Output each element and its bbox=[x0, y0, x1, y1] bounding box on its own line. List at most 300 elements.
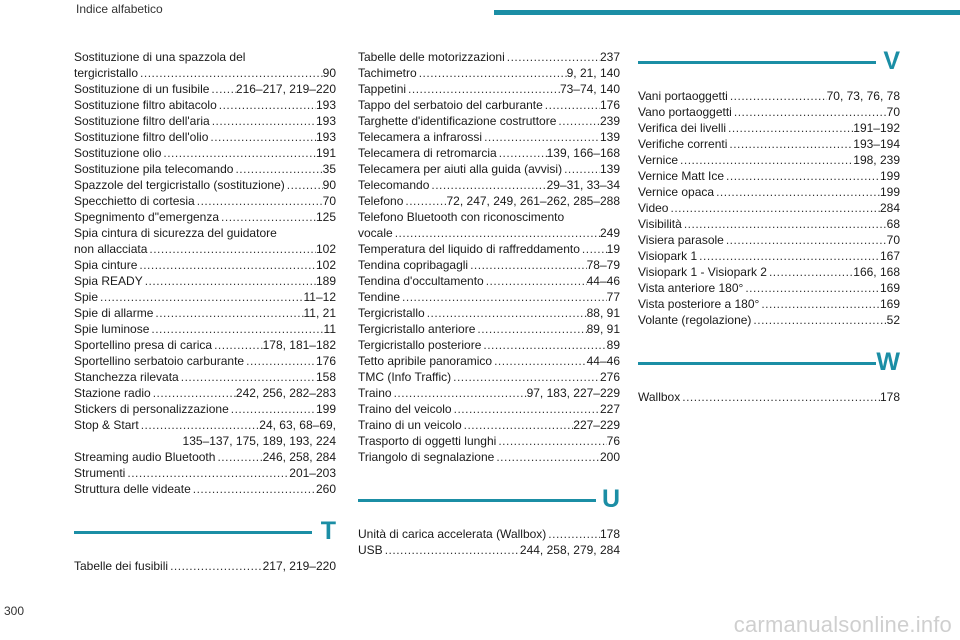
index-entry bbox=[638, 104, 900, 120]
index-entry-row bbox=[638, 184, 900, 200]
index-entry-term: Visiopark 1 - Visiopark 2 bbox=[638, 265, 767, 279]
index-entry-row bbox=[74, 337, 336, 353]
index-entry-pages: 249 bbox=[599, 226, 620, 240]
index-entry-row bbox=[74, 177, 336, 193]
dot-leader bbox=[233, 161, 322, 177]
index-column-2 bbox=[358, 49, 620, 558]
index-entry-row bbox=[358, 81, 620, 97]
index-entry-pages: 72, 247, 249, 261–262, 285–288 bbox=[446, 194, 620, 208]
index-entry bbox=[638, 168, 900, 184]
index-entry-term: Traino di un veicolo bbox=[358, 418, 462, 432]
dot-leader bbox=[743, 280, 880, 296]
index-entry-row bbox=[74, 273, 336, 289]
dot-leader bbox=[215, 449, 262, 465]
index-entry bbox=[358, 305, 620, 321]
index-entry-term: Temperatura del liquido di raffreddamento bbox=[358, 242, 580, 256]
index-entry bbox=[358, 49, 620, 65]
index-entry-row bbox=[358, 449, 620, 465]
dot-leader bbox=[147, 241, 316, 257]
index-entry-term: Telecamera a infrarossi bbox=[358, 130, 483, 144]
dot-leader bbox=[678, 152, 853, 168]
index-entry-term: Vernice opaca bbox=[638, 185, 715, 199]
index-entry bbox=[638, 296, 900, 312]
index-entry-term-line: Telefono Bluetooth con riconoscimento bbox=[358, 210, 565, 224]
index-entry-row bbox=[358, 321, 620, 337]
index-entry-row bbox=[74, 161, 336, 177]
dot-leader bbox=[212, 337, 263, 353]
dot-leader bbox=[580, 241, 607, 257]
index-entry-pages: 176 bbox=[599, 98, 620, 112]
dot-leader bbox=[714, 184, 880, 200]
section-divider-rule bbox=[358, 499, 596, 502]
index-entry-term: Streaming audio Bluetooth bbox=[74, 450, 216, 464]
index-entry-row bbox=[358, 161, 620, 177]
index-entry-row bbox=[638, 200, 900, 216]
index-entry-row bbox=[638, 120, 900, 136]
index-entry bbox=[638, 152, 900, 168]
index-entry bbox=[638, 88, 900, 104]
dot-leader bbox=[732, 104, 887, 120]
index-entry-row bbox=[358, 193, 620, 209]
index-entry bbox=[74, 337, 336, 353]
index-entry-term: Tappetini bbox=[358, 82, 407, 96]
index-section bbox=[358, 487, 620, 558]
index-entry-row bbox=[638, 296, 900, 312]
index-entry-term: Spie bbox=[74, 290, 99, 304]
index-entry-pages: 201–203 bbox=[289, 466, 336, 480]
dot-leader bbox=[139, 417, 260, 433]
index-entry-pages: 88, 91 bbox=[586, 306, 620, 320]
index-entry bbox=[74, 49, 336, 81]
index-entry-row bbox=[74, 81, 336, 97]
index-entry-pages: 246, 258, 284 bbox=[262, 450, 336, 464]
dot-leader bbox=[98, 289, 303, 305]
index-entry-row bbox=[358, 97, 620, 113]
index-section bbox=[74, 49, 336, 497]
index-entry-row bbox=[74, 289, 336, 305]
index-entry-term: Tendina copribagagli bbox=[358, 258, 469, 272]
index-entry-term: Visibilità bbox=[638, 217, 682, 231]
index-entry-pages: 166, 168 bbox=[853, 265, 900, 279]
index-entry-term: Telecomando bbox=[358, 178, 430, 192]
index-entry-row bbox=[74, 369, 336, 385]
dot-leader bbox=[425, 305, 587, 321]
index-entry bbox=[74, 209, 336, 225]
index-entry bbox=[74, 481, 336, 497]
index-entry-row bbox=[74, 321, 336, 337]
dot-leader bbox=[481, 337, 606, 353]
index-entry-term: Volante (regolazione) bbox=[638, 313, 752, 327]
index-entry-row bbox=[74, 97, 336, 113]
index-entry bbox=[638, 280, 900, 296]
index-entry-pages: 227–229 bbox=[573, 418, 620, 432]
dot-leader bbox=[546, 526, 600, 542]
dot-leader bbox=[217, 97, 316, 113]
index-column-1 bbox=[74, 49, 336, 574]
section-header bbox=[74, 519, 336, 555]
index-entry bbox=[358, 321, 620, 337]
index-entry-row bbox=[74, 209, 336, 225]
dot-leader bbox=[496, 433, 606, 449]
index-entry-row bbox=[358, 177, 620, 193]
dot-leader bbox=[244, 353, 316, 369]
index-entry-term: Spia cinture bbox=[74, 258, 138, 272]
index-entry-term: Targhette d'identificazione costruttore bbox=[358, 114, 557, 128]
index-entry-row bbox=[74, 385, 336, 401]
index-entry-pages: 89, 91 bbox=[586, 322, 620, 336]
dot-leader bbox=[497, 145, 547, 161]
index-entry-row bbox=[74, 558, 336, 574]
index-entry-row bbox=[74, 481, 336, 497]
index-entry-term: Sportellino serbatoio carburante bbox=[74, 354, 245, 368]
section-header bbox=[358, 487, 620, 523]
index-entry-pages: 193–194 bbox=[853, 137, 900, 151]
dot-leader bbox=[400, 289, 607, 305]
index-entry bbox=[74, 225, 336, 257]
dot-leader bbox=[543, 97, 600, 113]
index-entry-pages: 198, 239 bbox=[853, 153, 900, 167]
index-entry-term: Verifiche correnti bbox=[638, 137, 728, 151]
index-entry-term: Vernice Matt Ice bbox=[638, 169, 725, 183]
index-entry bbox=[358, 193, 620, 209]
index-entry-row bbox=[638, 88, 900, 104]
index-entry-pages: 73–74, 140 bbox=[559, 82, 620, 96]
index-entry-pages: 70 bbox=[322, 194, 336, 208]
index-entry-row bbox=[638, 248, 900, 264]
dot-leader bbox=[494, 449, 600, 465]
index-entry-term: Tergicristallo posteriore bbox=[358, 338, 482, 352]
index-entry-pages: 102 bbox=[315, 242, 336, 256]
index-entry-term: Struttura delle videate bbox=[74, 482, 191, 496]
dot-leader bbox=[726, 120, 853, 136]
index-entry-pages: 139 bbox=[599, 130, 620, 144]
dot-leader bbox=[556, 113, 600, 129]
dot-leader bbox=[417, 65, 567, 81]
index-entry-term: Tappo del serbatoio del carburante bbox=[358, 98, 543, 112]
dot-leader bbox=[724, 232, 887, 248]
dot-leader bbox=[562, 161, 600, 177]
dot-leader bbox=[191, 481, 316, 497]
index-entry-term: Tachimetro bbox=[358, 66, 417, 80]
index-entry-row bbox=[358, 385, 620, 401]
index-entry-term: Strumenti bbox=[74, 466, 126, 480]
dot-leader bbox=[484, 273, 587, 289]
dot-leader bbox=[429, 177, 546, 193]
index-entry-pages: 242, 256, 282–283 bbox=[235, 386, 336, 400]
index-entry-pages: 217, 219–220 bbox=[262, 559, 336, 573]
index-column-3 bbox=[638, 49, 900, 405]
index-entry-term: Spazzole del tergicristallo (sostituzione) bbox=[74, 178, 285, 192]
dot-leader bbox=[451, 369, 600, 385]
index-entry-row bbox=[638, 136, 900, 152]
index-entry-term: Visiopark 1 bbox=[638, 249, 698, 263]
dot-leader bbox=[724, 168, 880, 184]
index-entry bbox=[74, 273, 336, 289]
index-entry-pages: 77 bbox=[606, 290, 620, 304]
index-entry-pages: 89 bbox=[606, 338, 620, 352]
index-entry-pages: 216–217, 219–220 bbox=[235, 82, 336, 96]
page-header-title: Indice alfabetico bbox=[76, 2, 163, 16]
index-entry-pages: 227 bbox=[599, 402, 620, 416]
index-entry-pages-continued: 135–137, 175, 189, 193, 224 bbox=[182, 434, 336, 448]
page-number: 300 bbox=[4, 604, 25, 618]
section-header bbox=[638, 49, 900, 85]
index-entry-pages: 70 bbox=[886, 233, 900, 247]
dot-leader bbox=[728, 88, 827, 104]
index-entry-term: Spegnimento d"emergenza bbox=[74, 210, 220, 224]
index-entry bbox=[74, 321, 336, 337]
section-letter: U bbox=[601, 485, 620, 513]
index-entry-term: Vernice bbox=[638, 153, 679, 167]
index-entry-row bbox=[74, 465, 336, 481]
index-entry-term-line: Spia cintura di sicurezza del guidatore bbox=[74, 226, 277, 240]
index-entry-row bbox=[358, 113, 620, 129]
index-entry-pages: 239 bbox=[599, 114, 620, 128]
header-accent-bar bbox=[494, 10, 960, 15]
index-entry bbox=[638, 264, 900, 280]
index-entry-pages: 276 bbox=[599, 370, 620, 384]
dot-leader bbox=[137, 257, 316, 273]
index-entry-pages: 178 bbox=[879, 390, 900, 404]
section-header bbox=[638, 350, 900, 386]
index-entry-row bbox=[358, 417, 620, 433]
index-section bbox=[638, 350, 900, 405]
index-entry-term: Spie luminose bbox=[74, 322, 150, 336]
dot-leader bbox=[767, 264, 853, 280]
index-entry-pages: 44–46 bbox=[586, 274, 620, 288]
index-entry bbox=[74, 257, 336, 273]
index-entry bbox=[358, 526, 620, 542]
dot-leader bbox=[751, 312, 886, 328]
index-entry bbox=[74, 401, 336, 417]
index-entry bbox=[358, 97, 620, 113]
index-entry bbox=[358, 353, 620, 369]
dot-leader bbox=[759, 296, 880, 312]
index-entry-row bbox=[638, 264, 900, 280]
index-entry-row bbox=[358, 145, 620, 161]
index-entry-term: Spia READY bbox=[74, 274, 143, 288]
index-entry-pages: 193 bbox=[315, 98, 336, 112]
index-entry bbox=[74, 353, 336, 369]
index-entry-term: Stop & Start bbox=[74, 418, 139, 432]
index-entry bbox=[638, 120, 900, 136]
section-divider-rule bbox=[638, 362, 876, 365]
index-entry-row bbox=[638, 216, 900, 232]
index-entry bbox=[638, 389, 900, 405]
index-entry bbox=[74, 305, 336, 321]
index-entry bbox=[74, 449, 336, 465]
dot-leader bbox=[393, 225, 600, 241]
dot-leader bbox=[143, 273, 316, 289]
dot-leader bbox=[168, 558, 263, 574]
dot-leader bbox=[383, 542, 520, 558]
index-entry-row bbox=[358, 401, 620, 417]
index-entry-pages: 19 bbox=[606, 242, 620, 256]
index-entry-pages: 9, 21, 140 bbox=[566, 66, 620, 80]
index-entry bbox=[74, 558, 336, 574]
index-entry-term: Tendine bbox=[358, 290, 401, 304]
dot-leader bbox=[403, 193, 446, 209]
index-entry-pages: 11–12 bbox=[303, 290, 336, 304]
index-entry-row bbox=[358, 337, 620, 353]
index-entry-term: Sostituzione filtro dell'olio bbox=[74, 130, 209, 144]
index-entry bbox=[358, 449, 620, 465]
index-entry bbox=[358, 542, 620, 558]
index-entry-pages: 176 bbox=[315, 354, 336, 368]
index-entry bbox=[74, 385, 336, 401]
index-entry-row bbox=[74, 65, 336, 81]
section-divider-rule bbox=[638, 61, 876, 64]
index-entry bbox=[638, 232, 900, 248]
index-entry-pages: 24, 63, 68–69, bbox=[259, 418, 336, 432]
index-entry-term: Stazione radio bbox=[74, 386, 151, 400]
index-entry-pages: 97, 183, 227–229 bbox=[526, 386, 620, 400]
dot-leader bbox=[392, 385, 527, 401]
index-entry bbox=[74, 129, 336, 145]
index-entry-term: Verifica dei livelli bbox=[638, 121, 727, 135]
index-entry-term: Telefono bbox=[358, 194, 404, 208]
dot-leader bbox=[149, 321, 323, 337]
index-entry-row bbox=[74, 305, 336, 321]
index-entry-row bbox=[638, 104, 900, 120]
index-entry-term: Trasporto di oggetti lunghi bbox=[358, 434, 497, 448]
index-entry-term: Sostituzione filtro dell'aria bbox=[74, 114, 210, 128]
index-section bbox=[74, 519, 336, 574]
index-entry bbox=[358, 65, 620, 81]
watermark: carmanualsonline.info bbox=[733, 612, 952, 637]
index-entry-row bbox=[638, 389, 900, 405]
index-entry-term: Traino bbox=[358, 386, 392, 400]
index-entry-pages: 189 bbox=[315, 274, 336, 288]
index-entry-pages: 169 bbox=[879, 281, 900, 295]
index-entry-term: Telecamera di retromarcia bbox=[358, 146, 497, 160]
index-entry-term: Video bbox=[638, 201, 669, 215]
index-entry-row bbox=[74, 257, 336, 273]
index-entry-row bbox=[358, 241, 620, 257]
index-entry-pages: 169 bbox=[879, 297, 900, 311]
index-entry-row bbox=[74, 129, 336, 145]
index-entry-row bbox=[74, 113, 336, 129]
index-entry-term: Tetto apribile panoramico bbox=[358, 354, 493, 368]
index-entry-pages: 191 bbox=[315, 146, 336, 160]
index-entry-pages: 260 bbox=[315, 482, 336, 496]
index-entry bbox=[358, 433, 620, 449]
dot-leader bbox=[151, 385, 236, 401]
index-section bbox=[358, 49, 620, 465]
index-entry-row bbox=[358, 305, 620, 321]
index-entry-term: Tabelle dei fusibili bbox=[74, 559, 169, 573]
dot-leader bbox=[452, 401, 600, 417]
dot-leader bbox=[210, 113, 316, 129]
dot-leader bbox=[680, 389, 880, 405]
index-entry bbox=[638, 248, 900, 264]
section-letter: T bbox=[320, 517, 336, 545]
index-entry-pages: 90 bbox=[322, 178, 336, 192]
index-entry bbox=[358, 257, 620, 273]
index-entry bbox=[358, 145, 620, 161]
dot-leader bbox=[727, 136, 853, 152]
dot-leader bbox=[668, 200, 879, 216]
index-entry-term: Stanchezza rilevata bbox=[74, 370, 179, 384]
index-entry bbox=[74, 193, 336, 209]
index-entry bbox=[74, 161, 336, 177]
index-entry-term: Tergicristallo bbox=[358, 306, 425, 320]
dot-leader bbox=[153, 305, 303, 321]
index-entry-term-line: Sostituzione di una spazzola del bbox=[74, 50, 246, 64]
index-entry-row bbox=[358, 542, 620, 558]
index-entry-term: Sportellino presa di carica bbox=[74, 338, 213, 352]
index-entry-row bbox=[638, 168, 900, 184]
index-entry-term: Visiera parasole bbox=[638, 233, 724, 247]
index-entry-term: Tabelle delle motorizzazioni bbox=[358, 50, 505, 64]
index-entry-pages: 139 bbox=[599, 162, 620, 176]
dot-leader bbox=[125, 465, 289, 481]
index-entry-pages: 139, 166–168 bbox=[546, 146, 620, 160]
index-entry bbox=[358, 401, 620, 417]
index-entry-row bbox=[358, 65, 620, 81]
index-entry-term: Specchietto di cortesia bbox=[74, 194, 195, 208]
index-entry-pages: 76 bbox=[606, 434, 620, 448]
index-entry-pages: 200 bbox=[599, 450, 620, 464]
index-entry-term: Vista anteriore 180° bbox=[638, 281, 744, 295]
index-entry-term: Wallbox bbox=[638, 390, 681, 404]
dot-leader bbox=[406, 81, 560, 97]
index-entry-term: non allacciata bbox=[74, 242, 148, 256]
index-entry-row bbox=[638, 152, 900, 168]
index-entry-term: Sostituzione di un fusibile bbox=[74, 82, 210, 96]
index-entry bbox=[358, 385, 620, 401]
index-entry-term: Sostituzione olio bbox=[74, 146, 162, 160]
index-entry-pages: 178 bbox=[599, 527, 620, 541]
index-entry-pages: 35 bbox=[322, 162, 336, 176]
index-entry-term: Sostituzione filtro abitacolo bbox=[74, 98, 217, 112]
index-entry-row bbox=[358, 433, 620, 449]
index-entry-term: Spie di allarme bbox=[74, 306, 154, 320]
index-entry bbox=[638, 184, 900, 200]
index-entry bbox=[74, 289, 336, 305]
index-entry bbox=[74, 81, 336, 97]
index-entry bbox=[358, 81, 620, 97]
index-entry bbox=[358, 129, 620, 145]
index-entry-pages: 68 bbox=[886, 217, 900, 231]
index-entry-pages: 78–79 bbox=[586, 258, 620, 272]
dot-leader bbox=[161, 145, 316, 161]
index-entry-row bbox=[358, 225, 620, 241]
index-entry bbox=[638, 216, 900, 232]
index-entry-term: tergicristallo bbox=[74, 66, 139, 80]
dot-leader bbox=[229, 401, 316, 417]
index-entry-row bbox=[358, 273, 620, 289]
index-entry-pages: 102 bbox=[315, 258, 336, 272]
index-entry-row bbox=[74, 193, 336, 209]
index-entry-term: vocale bbox=[358, 226, 393, 240]
index-entry-term: Sostituzione pila telecomando bbox=[74, 162, 234, 176]
index-section bbox=[638, 49, 900, 328]
index-entry-row bbox=[74, 353, 336, 369]
index-entry bbox=[638, 136, 900, 152]
dot-leader bbox=[475, 321, 586, 337]
index-entry-row bbox=[358, 353, 620, 369]
dot-leader bbox=[179, 369, 316, 385]
index-entry-term: Stickers di personalizzazione bbox=[74, 402, 229, 416]
section-letter: V bbox=[883, 47, 900, 75]
index-entry-pages: 199 bbox=[879, 185, 900, 199]
index-entry bbox=[74, 465, 336, 481]
index-entry bbox=[358, 241, 620, 257]
index-entry-row bbox=[358, 289, 620, 305]
index-entry-row bbox=[358, 369, 620, 385]
section-letter: W bbox=[876, 348, 900, 376]
